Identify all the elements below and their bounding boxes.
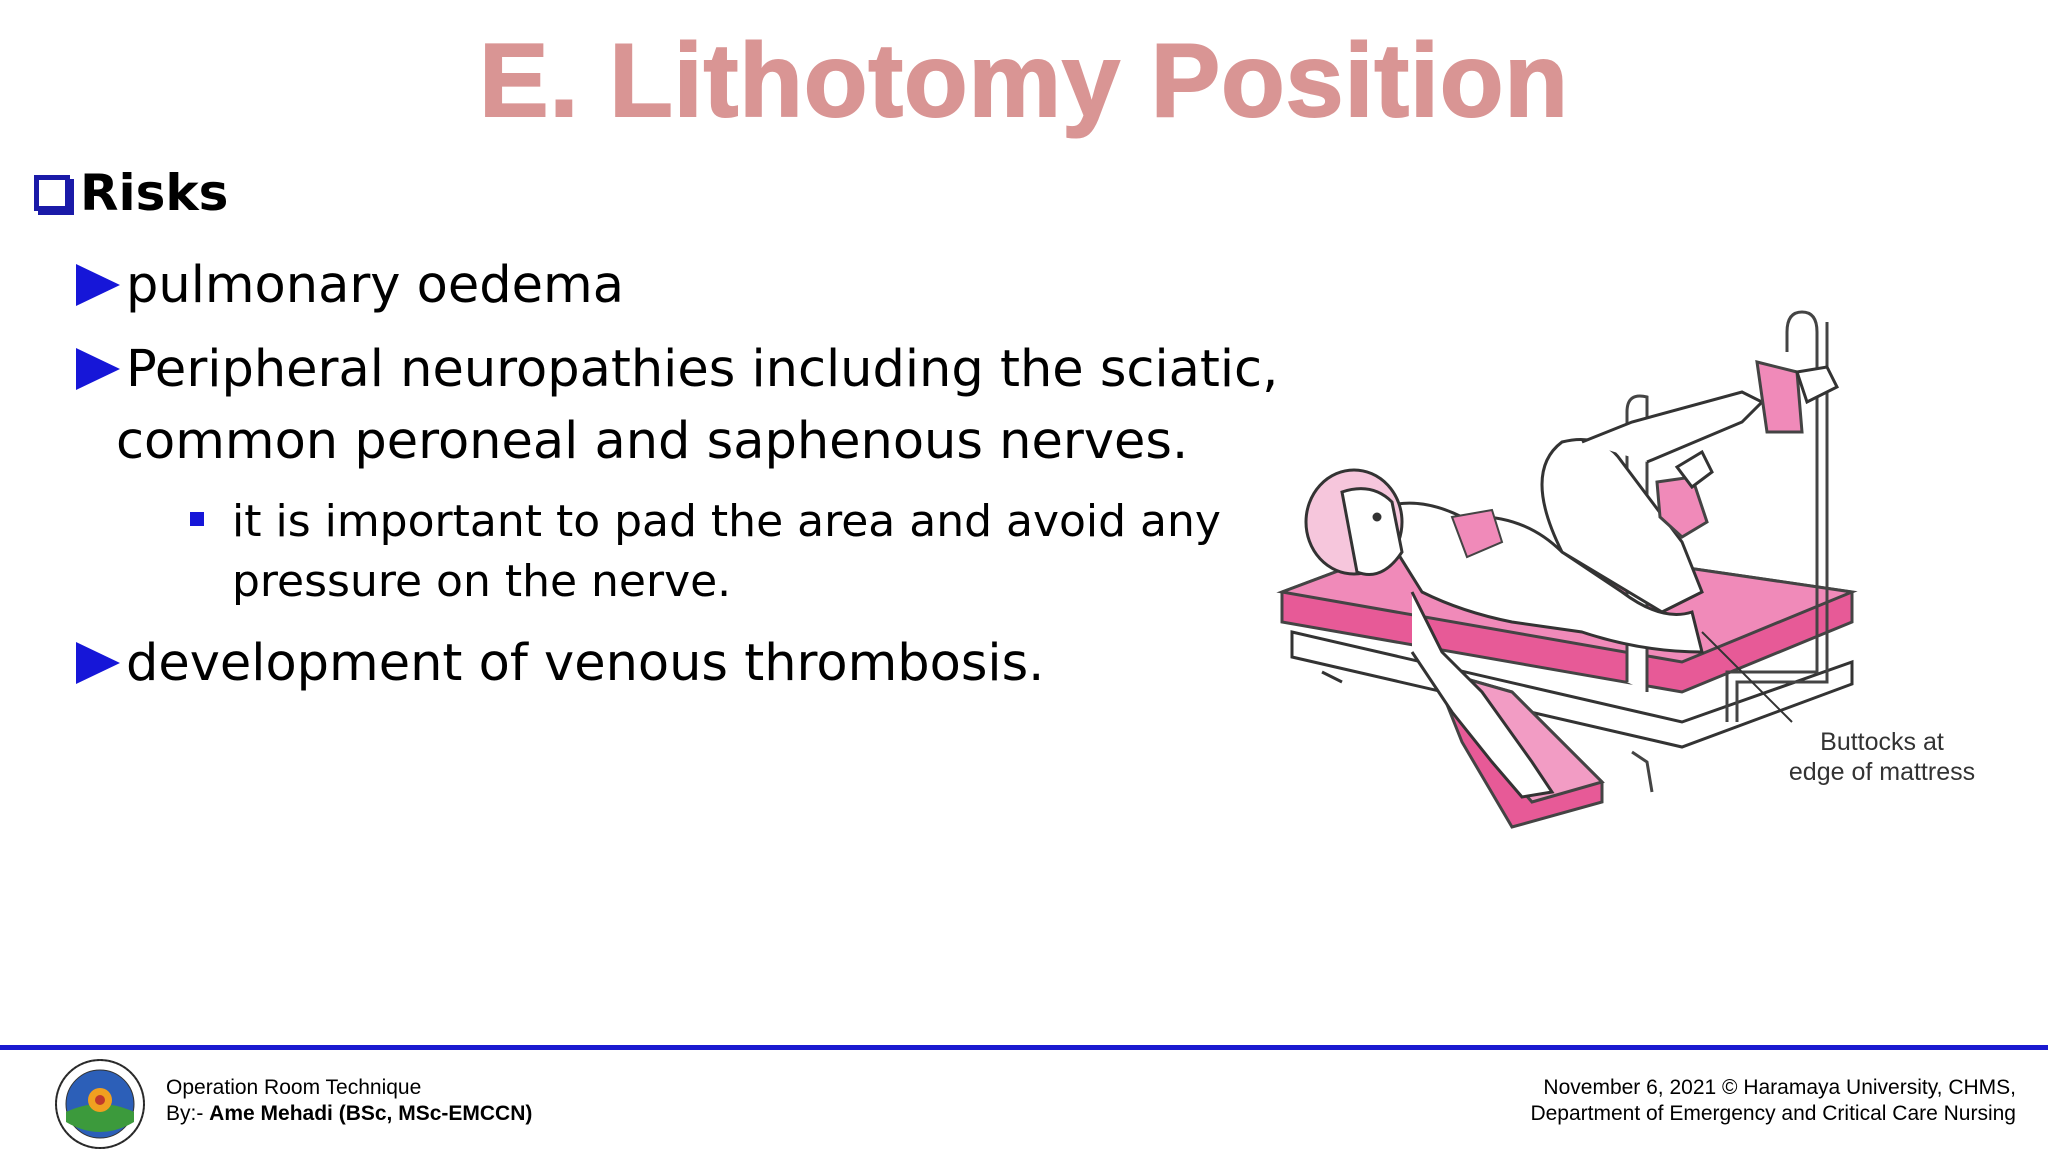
triangle-bullet-icon [76,642,120,684]
footer-right [1530,1075,2016,1127]
footer-left [166,1075,532,1127]
bullet-text: pulmonary oedema [126,256,624,315]
sub-bullet-pad-area [190,492,1221,612]
risks-heading [34,164,228,222]
bullet-text: development of venous thrombosis. [126,634,1045,693]
slide-title: E. Lithotomy Position [479,23,1569,139]
triangle-bullet-icon [76,264,120,306]
university-logo [50,1056,150,1152]
footer-divider [0,1045,2048,1050]
author-line [166,1101,532,1127]
bullet-text: common peroneal and saphenous nerves. [116,412,1189,471]
figure-caption-line-2: edge of mattress [1788,758,1976,786]
sub-bullet-text [232,492,1221,612]
patient-head [1306,470,1402,575]
bullet-peripheral-neuropathies-cont [116,406,1188,477]
bullet-venous-thrombosis [76,628,1044,699]
sub-bullet-line-1: it is important to pad the area and avoid any [232,496,1221,547]
date-copyright: November 6, 2021 © Haramaya University, CHMS, [1543,1076,2016,1099]
author-prefix: By:- [166,1102,210,1125]
department-name: Department of Emergency and Critical Care Nursing [1530,1102,2016,1125]
bullet-pulmonary-oedema [76,250,624,321]
risks-heading-label: Risks [80,164,229,222]
lithotomy-position-illustration [1262,292,2048,852]
checkbox-icon [34,175,70,211]
bullet-text: Peripheral neuropathies including the sciatic, [126,340,1279,399]
bullet-peripheral-neuropathies [76,334,1278,405]
sub-bullet-line-2: pressure on the nerve. [232,556,732,607]
course-name: Operation Room Technique [166,1076,422,1099]
triangle-bullet-icon [76,348,120,390]
square-bullet-icon [190,512,204,526]
figure-caption-line-1: Buttocks at [1820,728,1944,756]
author-name: Ame Mehadi (BSc, MSc-EMCCN) [209,1102,533,1125]
